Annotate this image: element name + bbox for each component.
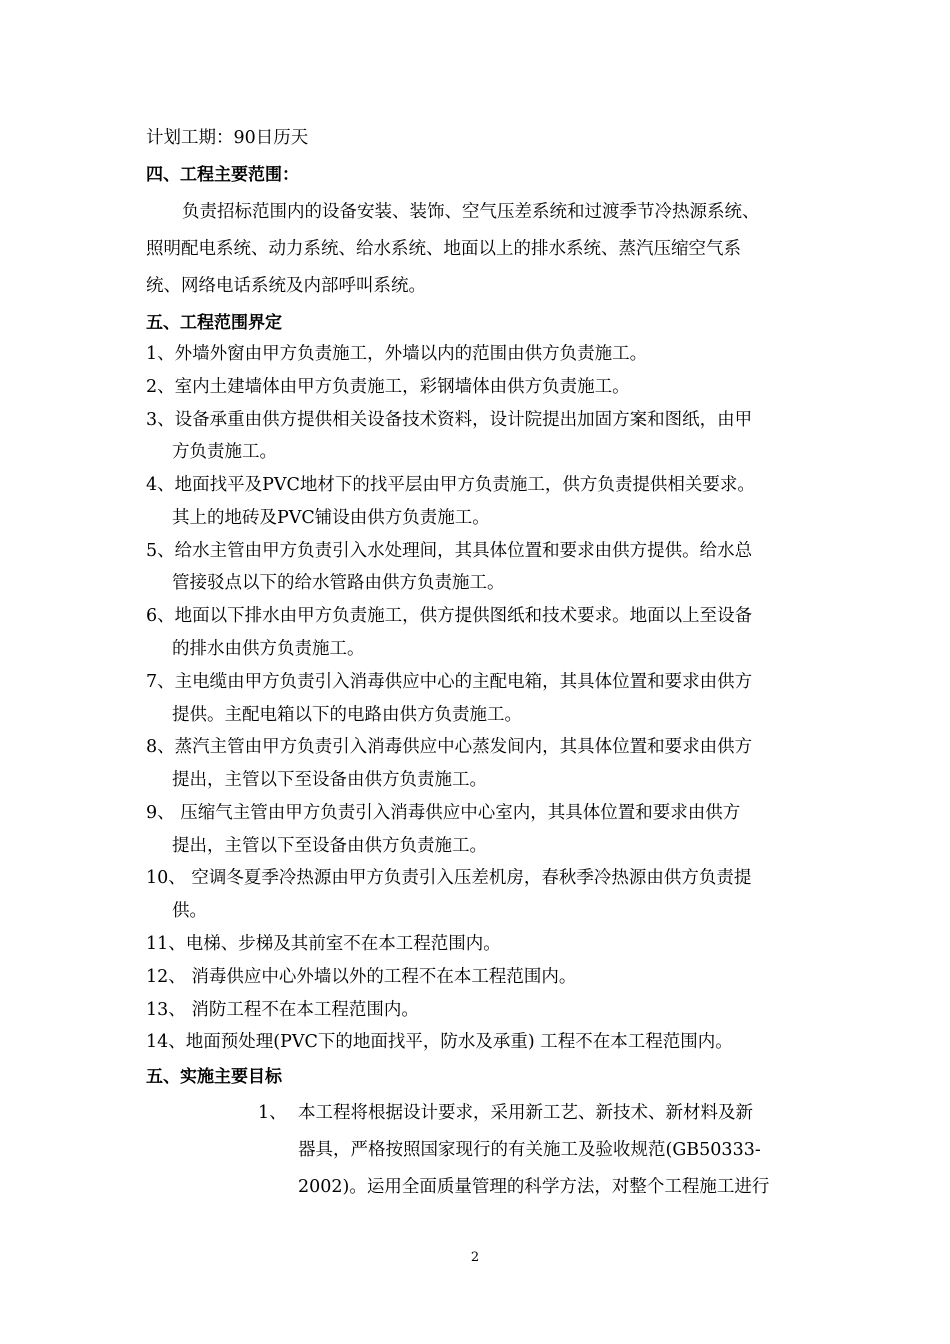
section4-heading: 四、工程主要范围： bbox=[146, 165, 299, 185]
scope-item-continuation: 管接驳点以下的给水管路由供方负责施工。 bbox=[172, 573, 505, 593]
goal-item-line: 2002)。运用全面质量管理的科学方法，对整个工程施工进行 bbox=[298, 1177, 770, 1197]
scope-item: 5、给水主管由甲方负责引入水处理间，其具体位置和要求由供方提供。给水总 bbox=[146, 541, 753, 561]
goal-item-line: 器具，严格按照国家现行的有关施工及验收规范(GB50333- bbox=[298, 1140, 761, 1160]
scope-item-continuation: 其上的地砖及PVC铺设由供方负责施工。 bbox=[172, 508, 490, 528]
scope-item: 6、地面以下排水由甲方负责施工，供方提供图纸和技术要求。地面以上至设备 bbox=[146, 606, 753, 626]
section4-paragraph-line: 统、网络电话系统及内部呼叫系统。 bbox=[146, 276, 426, 296]
scope-item: 2、室内土建墙体由甲方负责施工，彩钢墙体由供方负责施工。 bbox=[146, 377, 630, 397]
scope-item-continuation: 供。 bbox=[172, 901, 207, 921]
scope-item-continuation: 提供。主配电箱以下的电路由供方负责施工。 bbox=[172, 705, 522, 725]
scope-item: 13、 消防工程不在本工程范围内。 bbox=[146, 1000, 419, 1020]
scope-item: 3、设备承重由供方提供相关设备技术资料，设计院提出加固方案和图纸，由甲 bbox=[146, 410, 753, 430]
section4-paragraph-line: 照明配电系统、动力系统、给水系统、地面以上的排水系统、蒸汽压缩空气系 bbox=[146, 239, 741, 259]
scope-item: 12、 消毒供应中心外墙以外的工程不在本工程范围内。 bbox=[146, 967, 577, 987]
scope-item-continuation: 的排水由供方负责施工。 bbox=[172, 639, 365, 659]
scope-item: 7、主电缆由甲方负责引入消毒供应中心的主配电箱，其具体位置和要求由供方 bbox=[146, 672, 753, 692]
schedule-line: 计划工期：90日历天 bbox=[146, 128, 309, 148]
scope-item: 4、地面找平及PVC地材下的找平层由甲方负责施工，供方负责提供相关要求。 bbox=[146, 475, 755, 495]
goal-item-line: 本工程将根据设计要求，采用新工艺、新技术、新材料及新 bbox=[298, 1103, 753, 1123]
scope-item-continuation: 方负责施工。 bbox=[172, 442, 277, 462]
scope-item: 11、电梯、步梯及其前室不在本工程范围内。 bbox=[146, 934, 501, 954]
section5-heading: 五、工程范围界定 bbox=[146, 313, 282, 333]
page-number: 2 bbox=[470, 1250, 480, 1265]
section4-paragraph-line: 负责招标范围内的设备安装、装饰、空气压差系统和过渡季节冷热源系统、 bbox=[182, 202, 760, 222]
goal-item-number: 1、 bbox=[258, 1103, 287, 1123]
scope-item-continuation: 提出，主管以下至设备由供方负责施工。 bbox=[172, 836, 487, 856]
scope-item: 1、外墙外窗由甲方负责施工，外墙以内的范围由供方负责施工。 bbox=[146, 344, 648, 364]
scope-item: 14、地面预处理(PVC下的地面找平，防水及承重) 工程不在本工程范围内。 bbox=[146, 1032, 733, 1052]
scope-item: 10、 空调冬夏季冷热源由甲方负责引入压差机房，春秋季冷热源由供方负责提 bbox=[146, 868, 752, 888]
scope-item-continuation: 提出，主管以下至设备由供方负责施工。 bbox=[172, 770, 487, 790]
scope-item: 9、 压缩气主管由甲方负责引入消毒供应中心室内，其具体位置和要求由供方 bbox=[146, 803, 741, 823]
scope-item: 8、蒸汽主管由甲方负责引入消毒供应中心蒸发间内，其具体位置和要求由供方 bbox=[146, 737, 753, 757]
section6-heading: 五、实施主要目标 bbox=[146, 1067, 282, 1087]
